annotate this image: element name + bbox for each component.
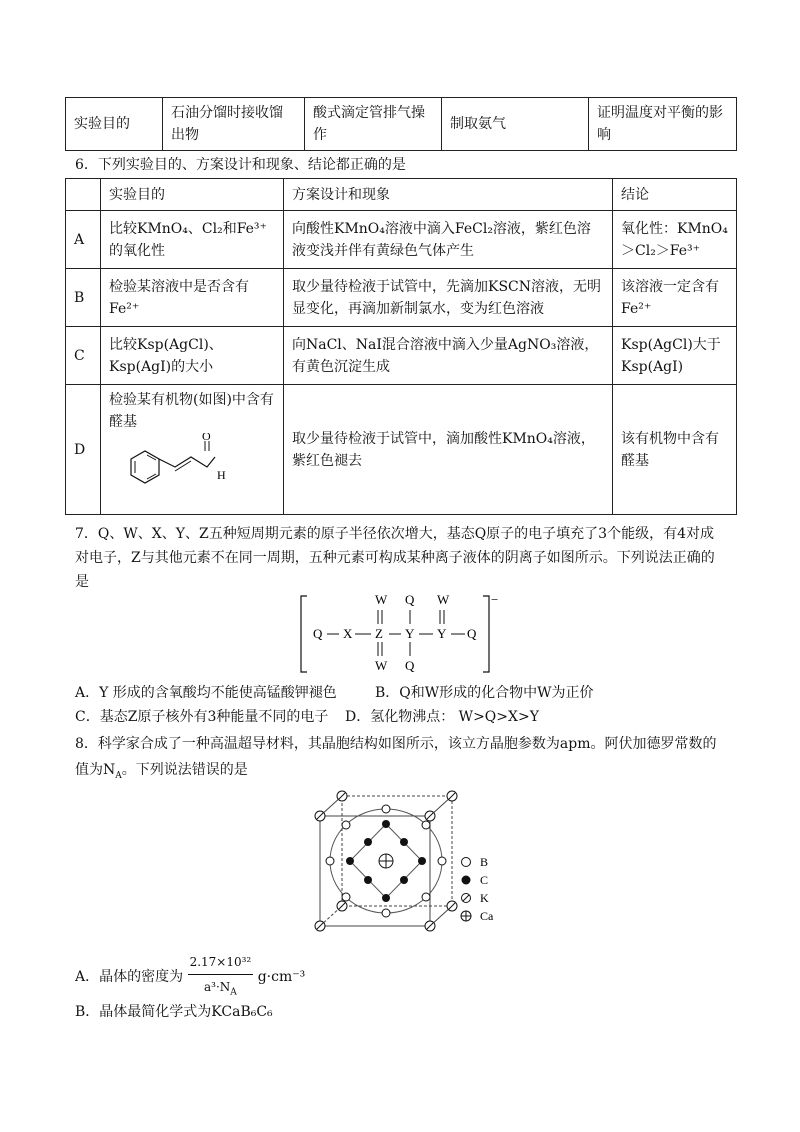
row-conclusion: Ksp(AgCl)大于Ksp(AgI) [613, 327, 737, 385]
row-label: C [66, 327, 101, 385]
table1-cell: 实验目的 [66, 98, 163, 151]
table1-cell: 制取氨气 [442, 98, 589, 151]
table-header: 实验目的 [101, 179, 284, 211]
atom-z: Z [375, 626, 383, 641]
row-purpose: 比较Ksp(AgCl)、Ksp(AgI)的大小 [101, 327, 284, 385]
formula-text: KCaB₆C₆ [211, 1004, 273, 1020]
q8-stem-line: 。下列说法错误的是 [121, 762, 248, 778]
atom-w: W [375, 658, 388, 673]
row-design: 向NaCl、NaI混合溶液中滴入少量AgNO₃溶液，有黄色沉淀生成 [284, 327, 613, 385]
q8-stem-line: 8．科学家合成了一种高温超导材料，其晶胞结构如图所示，该立方晶胞参数为apm。阿伏加德罗常数的 [75, 736, 717, 752]
q8-option-b [75, 1000, 273, 1024]
unit-text: g·cm⁻³ [257, 969, 306, 986]
q8-stem-line: 值为N [75, 762, 116, 778]
atom-label: O [202, 433, 211, 443]
table-row [66, 269, 737, 327]
atom-q: Q [405, 592, 415, 607]
subscript: A [230, 987, 237, 998]
table-row [66, 385, 737, 515]
atom-q: Q [467, 626, 477, 641]
q7-stem-line: 对电子，Z与其他元素不在同一周期，五种元素可构成某种离子液体的阴离子如图所示。下列说法正确的 [75, 550, 715, 566]
legend-label: B [480, 855, 489, 869]
atom-q: Q [405, 658, 415, 673]
q7-option-d: D．氢化物沸点： W>Q>X>Y [345, 709, 539, 725]
table-header: 方案设计和现象 [284, 179, 613, 211]
fraction-numerator: 2.17×10³² [188, 950, 254, 975]
ion-charge: − [491, 592, 499, 607]
q7-option-c: C．基态Z原子核外有3种能量不同的电子 [75, 709, 329, 725]
legend-label: C [480, 873, 489, 887]
table1-cell: 酸式滴定管排气操作 [305, 98, 442, 151]
fraction-denominator: a³·N [204, 980, 231, 994]
atom-q: Q [313, 626, 323, 641]
crystal-cell-figure [300, 790, 520, 940]
anion-structure [295, 588, 515, 676]
table1-cell: 证明温度对平衡的影响 [589, 98, 737, 151]
table-header: 结论 [613, 179, 737, 211]
option-text: A．晶体的密度为 [75, 969, 184, 986]
atom-w: W [375, 592, 388, 607]
atom-w: W [437, 592, 450, 607]
row-label: D [66, 385, 101, 515]
row-design: 向酸性KMnO₄溶液中滴入FeCl₂溶液，紫红色溶液变浅并伴有黄绿色气体产生 [284, 211, 613, 269]
row-purpose: 检验某溶液中是否含有Fe²⁺ [101, 269, 284, 327]
cinnamaldehyde-structure [109, 433, 239, 497]
row-purpose: 检验某有机物(如图)中含有醛基 [109, 392, 274, 430]
row-purpose: 比较KMnO₄、Cl₂和Fe³⁺的氧化性 [101, 211, 284, 269]
table1-cell: 石油分馏时接收馏出物 [163, 98, 305, 151]
table-row [66, 211, 737, 269]
legend-label: Ca [480, 909, 494, 923]
row-conclusion: 氧化性：KMnO₄＞Cl₂＞Fe³⁺ [613, 211, 737, 269]
q8-option-a [75, 950, 305, 1004]
table-row [66, 327, 737, 385]
legend-label: K [480, 891, 489, 905]
q7-option-a: A．Y 形成的含氧酸均不能使高锰酸钾褪色 [75, 685, 337, 701]
q7-stem-line: 是 [75, 574, 89, 590]
q7-option-b: B．Q和W形成的化合物中W为正价 [375, 685, 594, 701]
atom-y: Y [405, 626, 415, 641]
density-fraction [188, 950, 254, 1004]
row-label: A [66, 211, 101, 269]
option-text: B．晶体最简化学式为 [75, 1004, 212, 1020]
row-conclusion: 该溶液一定含有Fe²⁺ [613, 269, 737, 327]
atom-label: H [217, 468, 226, 482]
row-design: 取少量待检液于试管中，滴加酸性KMnO₄溶液，紫红色褪去 [284, 385, 613, 515]
subscript: A [115, 770, 122, 781]
atom-y: Y [437, 626, 447, 641]
experiment-table-q6 [65, 178, 737, 515]
q7-stem-line: 7．Q、W、X、Y、Z五种短周期元素的原子半径依次增大，基态Q原子的电子填充了3个能级，有4对成 [75, 526, 715, 542]
atom-x: X [343, 626, 353, 641]
row-conclusion: 该有机物中含有醛基 [613, 385, 737, 515]
row-label: B [66, 269, 101, 327]
experiment-table-1 [65, 97, 737, 151]
row-design: 取少量待检液于试管中，先滴加KSCN溶液，无明显变化，再滴加新制氯水，变为红色溶液 [284, 269, 613, 327]
q6-stem: 6．下列实验目的、方案设计和现象、结论都正确的是 [75, 157, 406, 173]
